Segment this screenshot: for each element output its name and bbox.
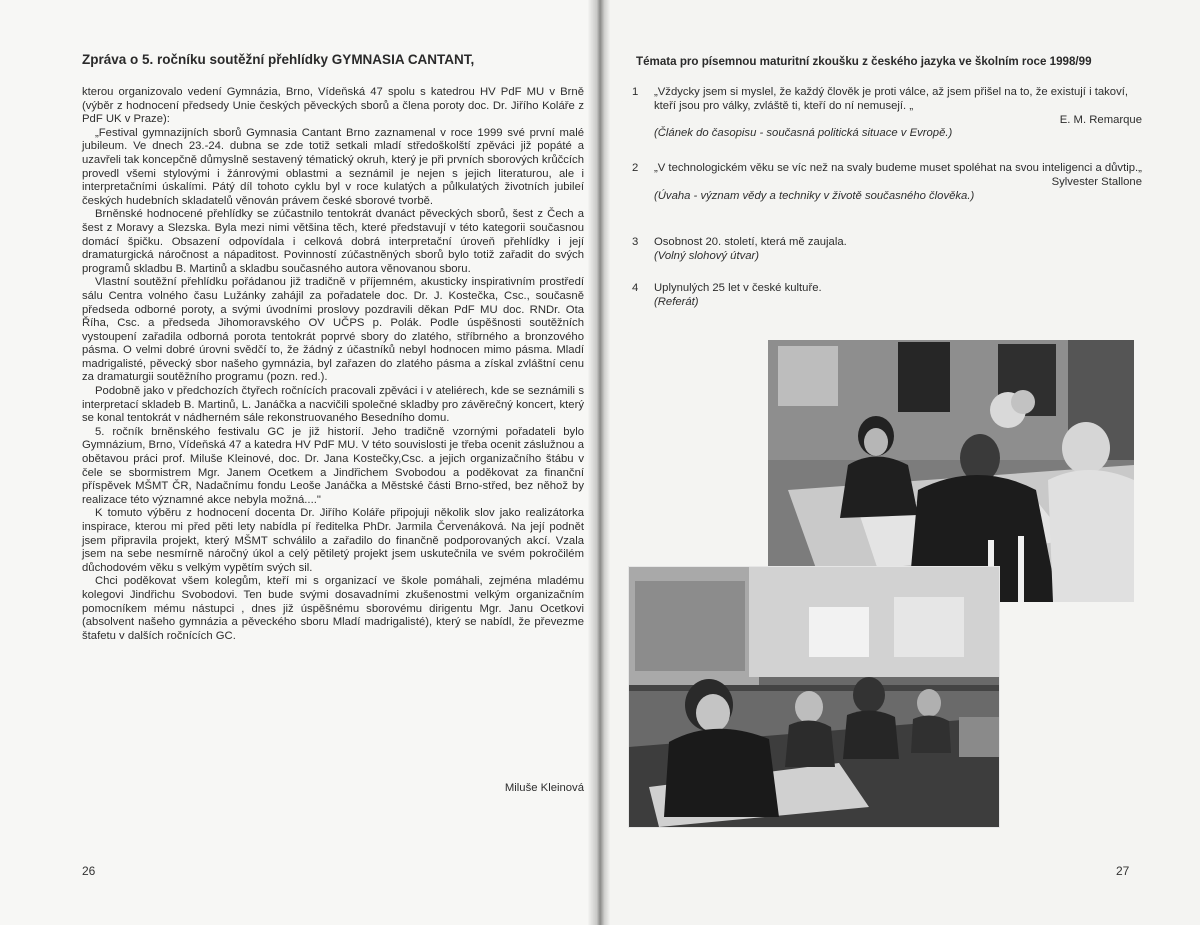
article-signature: Miluše Kleinová	[504, 782, 584, 794]
article-paragraph: K tomuto výběru z hodnocení docenta Dr. Jiřího Koláře připojuji několik slov jako realizátorka inspirace, kterou mi před pěti lety nabídla pí ředitelka PhDr. Jarmila Červenáková. Na její podnět jsem připravila projekt, který MŠMT schválilo a zařadilo do finančně podporovaných akcí. Vzala jsem na sebe nesmírně náročný úkol a celý pětiletý projekt jsem uskutečnila ve svém pokročilém důchodovém věku s velkým vypětím svých sil.	[82, 507, 584, 574]
article-body	[82, 86, 584, 643]
students-writing-exam-photo	[628, 566, 1000, 828]
topic-number: 2	[632, 162, 639, 174]
topic-author: E. M. Remarque	[1059, 113, 1142, 126]
exam-topic-2	[632, 162, 1142, 203]
topic-number: 1	[632, 86, 639, 98]
topic-note: (Úvaha - význam vědy a techniky v životě současného člověka.)	[654, 189, 975, 202]
topic-number: 4	[632, 282, 639, 294]
article-paragraph: kterou organizovalo vedení Gymnázia, Brno, Vídeňská 47 spolu s katedrou HV PdF MU v Brně (výběr z hodnocení předsedy Unie českých pěveckých sborů a člena poroty doc. Dr. Jiřího Koláře z PdF UK v Praze):	[82, 86, 584, 126]
topic-quote: Osobnost 20. století, která mě zaujala.	[654, 236, 847, 248]
exam-topic-1	[632, 86, 1142, 141]
article-paragraph: 5. ročník brněnského festivalu GC je již historií. Jeho tradičně vzornými pořadateli bylo Gymnázium, Brno, Vídeňská 47 a katedra HV PdF MU. V této souvislosti je třeba ocenit záslužnou a obětavou práci prof. Miluše Kleinové, doc. Dr. Jana Kostečky,Csc. a jejich organizačního štábu v čele se sbormistrem Mgr. Janem Ocetkem a Jindřichem Svobodou a poděkovat za finanční příspěvek MŠMT ČR, Nadačnímu fondu Leoše Janáčka a Městské části Brno-střed, bez něhož by realizace této významné akce nebyla možná...."	[82, 425, 584, 506]
topic-quote: „Vždycky jsem si myslel, že každý člověk je proti válce, až jsem přišel na to, že existují i takoví, kteří jsou pro války, zvláště ti, kteří do ní nemusejí. „	[654, 86, 1129, 112]
article-paragraph: Podobně jako v předchozích čtyřech ročnících pracovali zpěváci i v ateliérech, kde se seznámili s interpretací skladeb B. Martinů, L. Janáčka a nacvičili společné skladby pro závěrečný koncert, který se konal tentokrát v nádherném sále rekonstruovaného Besedního domu.	[82, 385, 584, 425]
topic-note: (Článek do časopisu - současná politická situace v Evropě.)	[654, 127, 953, 140]
article-paragraph: Brněnské hodnocené přehlídky se zúčastnilo tentokrát dvanáct pěveckých sborů, šest z Čech a šest z Moravy a Slezska. Byla mezi nimi většina těch, které představují v této kategorii současnou domácí špičku. Obsazení odpovídala i celková dobrá interpretační úroveň přehlídky i její dramaturgická náročnost a nápaditost. Povinností zúčastněných sborů bylo totiž zařadit do svých programů skladbu B. Martinů a skladbu současného autora věnovanou sboru.	[82, 208, 584, 275]
right-page	[600, 0, 1200, 925]
page-number-right: 27	[1116, 864, 1130, 878]
topic-quote: Uplynulých 25 let v české kultuře.	[654, 282, 822, 294]
exam-topics-title: Témata pro písemnou maturitní zkoušku z českého jazyka ve školním roce 1998/99	[636, 55, 1092, 68]
exam-topic-4	[632, 282, 1142, 310]
topic-note: (Referát)	[654, 295, 699, 308]
topic-quote: „V technologickém věku se víc než na svaly budeme muset spoléhat na svou inteligenci a důvtip.„	[654, 162, 1142, 174]
exam-topic-3	[632, 236, 1142, 264]
book-spine-gutter	[588, 0, 610, 925]
topic-note: (Volný slohový útvar)	[654, 249, 760, 262]
article-paragraph: Chci poděkovat všem kolegům, kteří mi s organizací ve škole pomáhali, zejména mladému kolegovi Jindřichu Svobodovi. Ten bude svými dosavadními zkušenostmi velkým organizačním pomocníkem mému nástupci , dnes již úspěšnému sborovému dirigentu Mgr. Janu Ocetkovi (absolvent našeho gymnázia a pěveckého sboru Mladí madrigalisté), který se nabídl, že převezme štafetu v dalších ročnících GC.	[82, 575, 584, 642]
topic-author: Sylvester Stallone	[1051, 175, 1142, 188]
article-paragraph: „Festival gymnazijních sborů Gymnasia Cantant Brno zaznamenal v roce 1999 své první malé jubileum. Ve dnech 23.-24. dubna se zde totiž setkali mladí středoškolští zpěváci již popáté a uzavřeli tak koncepčně důmyslně sestavený tématický okruh, který je při prvních sborových krůčcích provedl všemi stylovými i žánrovými oblastmi a seznámil je nejen s jejich literaturou, ale i interpretačními úskalími. Pátý díl tohoto cyklu byl v roce kulatých a půlkulatých životních jubileí českých hudebních skladatelů věnován právem české sborové tvorbě.	[82, 126, 584, 207]
exam-committee-photo	[768, 340, 1134, 602]
page-number-left: 26	[82, 864, 96, 878]
topic-number: 3	[632, 236, 639, 248]
article-paragraph: Vlastní soutěžní přehlídku pořádanou již tradičně v příjemném, akusticky inspirativním prostředí sálu Centra volného času Lužánky zahájil za pořadatele doc. Dr. J. Kostečka, Csc., současně předseda odborné poroty, a svými úvodními proslovy pozdravili děkan PdF MU doc. RNDr. Ota Říha, Csc. a předseda Jihomoravského OV UČPS p. Polák. Podle úspěšnosti soutěžních vystoupení zařadila odborná porota tentokrát poprvé sbory do zlatého, stříbrného a bronzového pásma. O velmi dobré úrovni svědčí to, že žádný z účastníků nebyl hodnocen mimo pásma. Mladí madrigalisté, pěvecký sbor našeho gymnázia, byl zařazen do zlatého pásma a získal zvláštní cenu za dramaturgii soutěžního programu (pozn. red.).	[82, 276, 584, 384]
article-title: Zpráva o 5. ročníku soutěžní přehlídky GYMNASIA CANTANT,	[82, 52, 475, 67]
